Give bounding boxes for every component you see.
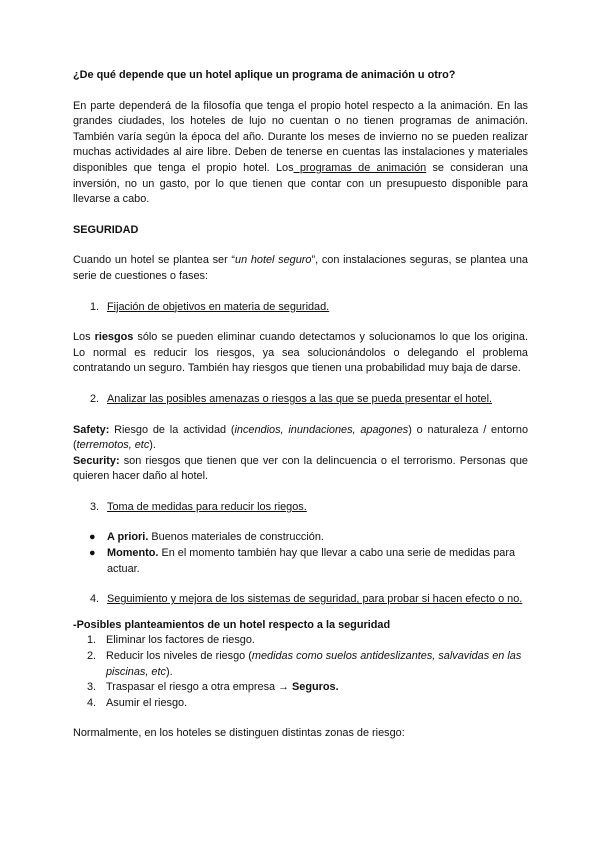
medidas-list <box>73 530 528 577</box>
seguridad-intro-pre: Cuando un hotel se plantea ser “ <box>73 254 236 267</box>
item-text-bold: Seguros. <box>292 681 339 694</box>
item-number: 4. <box>87 696 97 709</box>
step-text: Seguimiento y mejora de los sistemas de seguridad, para probar si hacen efecto o no. <box>107 593 523 606</box>
security-text: son riesgos que tienen que ver con la delincuencia o el terrorismo. Personas que quieren hacer daño al hotel. <box>73 454 528 483</box>
closing-paragraph: Normalmente, en los hoteles se distinguen distintas zonas de riesgo: <box>73 727 405 740</box>
safety-post: ). <box>149 439 156 452</box>
section-title: ¿De qué depende que un hotel aplique un programa de animación u otro? <box>73 69 456 81</box>
planteamientos-heading: -Posibles planteamientos de un hotel respecto a la seguridad <box>73 618 391 631</box>
seguridad-intro-post: ”, con instalaciones seguras, se plantea una serie de cuestiones o fases: <box>73 254 528 282</box>
item-text: Eliminar los factores de riesgo. <box>106 634 255 647</box>
bullet-icon: ● <box>89 531 96 544</box>
seguridad-heading: SEGURIDAD <box>73 223 139 236</box>
bullet-text: En el momento también hay que llevar a cabo una serie de medidas para actuar. <box>107 547 516 575</box>
item-text-pre: Reducir los niveles de riesgo ( <box>106 650 252 663</box>
step-number: 4. <box>90 593 100 606</box>
list-item <box>73 633 528 649</box>
list-item <box>73 696 528 712</box>
item-text: Asumir el riesgo. <box>106 696 188 709</box>
item-text-em: medidas como suelos antideslizantes, salvavidas en las piscinas, etc <box>106 650 522 678</box>
step-text: Fijación de objetivos en materia de seguridad. <box>107 300 330 313</box>
programas-link[interactable]: programas de animación <box>293 161 427 174</box>
intro-text-2: se consideran una inversión, no un gasto, por lo que tienen que contar con un presupuesto disponible para llevarse a cabo. <box>73 161 528 206</box>
safety-mid: ) o naturaleza / entorno ( <box>73 423 528 452</box>
item-number: 2. <box>87 650 97 663</box>
bullet-icon: ● <box>89 547 96 560</box>
document-page <box>73 68 528 742</box>
riesgos-bold: riesgos <box>94 331 134 344</box>
safety-pre: Riesgo de la actividad ( <box>109 423 235 436</box>
step-3 <box>73 500 528 516</box>
safety-label: Safety: <box>73 423 110 436</box>
step-text: Toma de medidas para reducir los riegos. <box>107 500 307 513</box>
item-text-pre: Traspasar el riesgo a otra empresa → <box>106 681 293 694</box>
riesgos-paragraph <box>73 330 528 377</box>
list-item <box>73 680 528 696</box>
list-item <box>73 546 528 577</box>
safety-em-1: incendios, inundaciones, apagones <box>234 423 409 436</box>
step-number: 1. <box>90 300 100 313</box>
planteamientos-list <box>73 633 528 711</box>
step-number: 3. <box>90 500 100 513</box>
item-number: 1. <box>87 634 97 647</box>
security-label: Security: <box>73 454 120 467</box>
security-paragraph <box>73 454 528 485</box>
bullet-bold: Momento. <box>107 547 159 560</box>
step-4 <box>73 592 528 608</box>
bullet-text: Buenos materiales de construcción. <box>148 531 324 544</box>
bullet-bold: A priori. <box>107 531 149 544</box>
step-text: Analizar las posibles amenazas o riesgos a las que se pueda presentar el hotel. <box>107 392 493 405</box>
riesgos-pre: Los <box>73 331 95 344</box>
step-1 <box>73 300 528 316</box>
step-2 <box>73 392 528 408</box>
item-number: 3. <box>87 681 97 694</box>
safety-em-2: terremotos, etc <box>76 439 150 452</box>
seguridad-intro <box>73 253 528 284</box>
intro-paragraph <box>73 99 528 208</box>
intro-text-1: En parte dependerá de la filosofía que tenga el propio hotel respecto a la animación. En las grandes ciudades, los hoteles de lujo no cuentan o no tienen programas de animación. También varía según la época del año. Durante los meses de invierno no se pueden realizar muchas actividades al aire libre. Deben de tenerse en cuentas las instalaciones y materiales disponibles que tenga el propio hotel. Los <box>73 99 528 174</box>
riesgos-post: sólo se pueden eliminar cuando detectamos y solucionamos lo que los origina. Lo normal es reducir los riesgos, ya sea solucionándolos o delegando el problema contratando un seguro. También hay riesgos que tienen una probabilidad muy baja de darse. <box>73 331 528 375</box>
list-item <box>73 649 528 680</box>
safety-paragraph <box>73 423 528 454</box>
step-number: 2. <box>90 392 100 405</box>
list-item <box>73 530 528 546</box>
seguridad-intro-em: un hotel seguro <box>235 254 312 267</box>
item-text-post: ). <box>165 665 173 678</box>
